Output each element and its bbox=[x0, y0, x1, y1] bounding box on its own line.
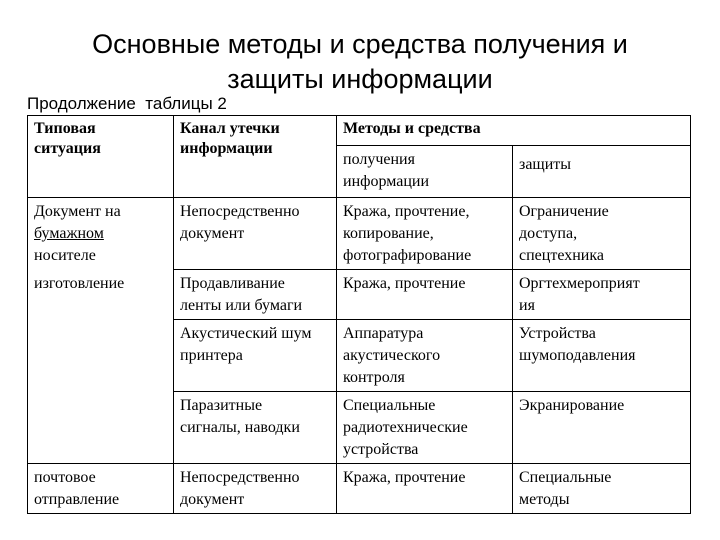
header-situation-line: ситуация bbox=[34, 140, 101, 157]
cell-line: устройства bbox=[343, 441, 419, 458]
cell-line: отправление bbox=[34, 491, 120, 508]
title-line-2: защиты информации bbox=[227, 64, 493, 94]
header-channel-line: Канал утечки bbox=[180, 120, 280, 137]
cell-line: доступа, bbox=[519, 225, 578, 242]
cell-channel bbox=[174, 392, 337, 464]
header-channel bbox=[174, 116, 337, 198]
cell-protection bbox=[513, 270, 691, 320]
cell-line: Устройства bbox=[519, 325, 596, 342]
cell-protection bbox=[513, 392, 691, 464]
header-protection bbox=[513, 146, 691, 198]
cell-line: Ограничение bbox=[519, 203, 609, 220]
cell-line: Непосредственно bbox=[180, 203, 300, 220]
cell-line: сигналы, наводки bbox=[180, 419, 300, 436]
table-row bbox=[28, 464, 691, 514]
cell-line: шумоподавления bbox=[519, 347, 636, 364]
header-situation-line: Типовая bbox=[34, 120, 96, 137]
cell-line: контроля bbox=[343, 369, 405, 386]
cell-line: методы bbox=[519, 491, 570, 508]
cell-line: Акустический шум bbox=[180, 325, 312, 342]
cell-line: Кража, прочтение bbox=[343, 469, 466, 486]
table-header-row bbox=[28, 116, 691, 146]
cell-line: Кража, прочтение bbox=[343, 275, 466, 292]
header-obtaining-line: информации bbox=[343, 173, 430, 190]
header-situation bbox=[28, 116, 174, 198]
cell-line: ия bbox=[519, 297, 535, 314]
cell-line: изготовление bbox=[34, 274, 125, 292]
cell-line: бумажном bbox=[34, 225, 104, 242]
table-row bbox=[28, 270, 691, 320]
cell-obtaining bbox=[337, 392, 513, 464]
cell-obtaining bbox=[337, 270, 513, 320]
cell-line: спецтехника bbox=[519, 247, 604, 264]
cell-channel bbox=[174, 270, 337, 320]
cell-line: копирование, bbox=[343, 225, 434, 242]
title-line-1: Основные методы и средства получения и bbox=[92, 29, 628, 59]
cell-channel bbox=[174, 198, 337, 270]
cell-situation bbox=[28, 270, 174, 464]
header-channel-line: информации bbox=[180, 140, 273, 157]
cell-line: Продавливание bbox=[180, 275, 285, 292]
table-row bbox=[28, 198, 691, 270]
header-obtaining-line: получения bbox=[343, 151, 415, 168]
cell-obtaining bbox=[337, 198, 513, 270]
cell-line: ленты или бумаги bbox=[180, 297, 303, 314]
cell-obtaining bbox=[337, 320, 513, 392]
cell-line: Специальные bbox=[519, 469, 612, 486]
header-methods bbox=[337, 116, 691, 146]
cell-line: документ bbox=[180, 491, 245, 508]
cell-protection bbox=[513, 320, 691, 392]
cell-line: радиотехнические bbox=[343, 419, 468, 436]
cell-line: Оргтехмероприят bbox=[519, 275, 640, 292]
cell-line: принтера bbox=[180, 347, 243, 364]
cell-protection bbox=[513, 198, 691, 270]
header-methods-label: Методы и средства bbox=[343, 120, 481, 137]
cell-channel bbox=[174, 320, 337, 392]
page-title bbox=[40, 27, 680, 97]
header-obtaining bbox=[337, 146, 513, 198]
cell-line: акустического bbox=[343, 347, 441, 364]
cell-line: почтовое bbox=[34, 469, 96, 486]
cell-line: документ bbox=[180, 225, 245, 242]
cell-channel bbox=[174, 464, 337, 514]
cell-line: Экранирование bbox=[519, 397, 625, 414]
cell-line: фотографирование bbox=[343, 247, 472, 264]
cell-situation bbox=[28, 198, 174, 270]
cell-line: Документ на bbox=[34, 203, 121, 220]
cell-line: Непосредственно bbox=[180, 469, 300, 486]
cell-line: Паразитные bbox=[180, 397, 263, 414]
cell-line: носителе bbox=[34, 247, 96, 264]
cell-line: Кража, прочтение, bbox=[343, 203, 470, 220]
cell-situation bbox=[28, 464, 174, 514]
header-protection-label: защиты bbox=[519, 156, 572, 173]
methods-table bbox=[27, 115, 691, 514]
cell-line: Специальные bbox=[343, 397, 436, 414]
table-caption: Продолжение таблицы 2 bbox=[27, 94, 227, 113]
cell-line: Аппаратура bbox=[343, 325, 424, 342]
cell-obtaining bbox=[337, 464, 513, 514]
cell-protection bbox=[513, 464, 691, 514]
